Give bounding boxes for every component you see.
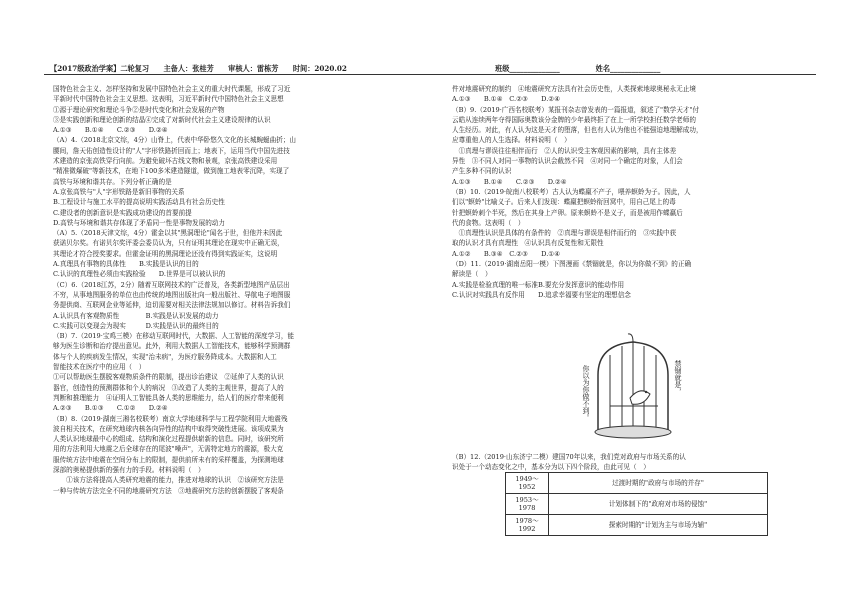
left-col-line: 一种与传统方法完全不同的地震研究方法 ③地震研究方法的创新摆脱了客观条 — [53, 486, 284, 495]
right-col-line: 产生多种不同的认识 — [452, 167, 512, 176]
header-rule — [44, 74, 816, 75]
left-col-line: 人类认识地球最中心的组成、结构和演化过程提供崭新的信息。同时，该研究所 — [53, 435, 284, 444]
right-col-line: （D）11.（2019·湖南岳阳一模）下图漫画《禁锢就是，你以为你做不到》的正确 — [452, 260, 692, 269]
cartoon-caption-1: 禁锢就是， — [674, 360, 682, 395]
right-col-line: 解读是（ ） — [452, 270, 492, 279]
left-col-line: "精准微爆破"等新技术，在地下100多米建造隧道，做到施工地表零沉降，实现了 — [53, 167, 290, 176]
right-col-line: （B）10.（2019·皖南八校联考）古人认为蝶羸不产子，喂养螟蛉为子。因此，人 — [452, 187, 691, 196]
left-col-line: B.工程设计与施工水平的提高说明实践活动具有社会历史性 — [53, 198, 225, 207]
left-col-line: （B）8.（2019·湖南三湘名校联考）南京大学地球科学与工程学院利用大地震残 — [53, 414, 288, 423]
table-desc-cell: 探索时期的"计划为主与市场为辅" — [549, 515, 768, 536]
right-col-line: 异性 ③不同人对同一事物的认识会截然不同 ④对同一个确定的对象，人们会 — [452, 157, 683, 166]
left-col-line: A.真理具有事物的具体性 B.实践是认识的目的 — [53, 260, 199, 269]
right-col-line: 取的认识才具有真理性 ④认识具有反复性和无限性 — [452, 239, 604, 248]
right-col-line: 应尊重他人的人生选择。材料说明（ ） — [452, 136, 571, 145]
right-col-line: A.①② B.③④ C.②③ D.①④ — [452, 249, 561, 258]
left-col-line: 判断和推理能力 ④证明人工智能具备人类的思维能力，给人们的医疗带来便利 — [53, 393, 284, 402]
left-col-line: （C）6.（2018江苏，2分）随着互联网技术的广泛普及，各类新型地图产品层出 — [53, 280, 290, 289]
table-years-cell: 1949～1952 — [506, 473, 549, 494]
left-col-line: 深部的奥秘提供新的强有力的手段。材料说明（ ） — [53, 465, 205, 474]
left-col-line: C.实践可以变现会为现实 D.实践是认识的最终目的 — [53, 321, 219, 330]
left-col-line: 服传统方法中地震在空间分布上的限制，提供前所未有的采样覆盖，为探测地球 — [53, 455, 284, 464]
right-col-line: 针把螟蛉刺个半死，然后在其身上产卵。原来螟蛉不是义子，而是被用作蝶羸后 — [452, 208, 683, 217]
right-col-line: 们以"螟蛉"比喻义子。后来人们发现：蝶羸把螟蛉衔回窝中，用自己尾上的毒 — [452, 198, 676, 207]
table-desc-cell: 过渡时期的"政府与市场的并存" — [549, 473, 768, 494]
left-col-line: 术建造的京张高铁穿行向前。为避免破坏古线文物和景观，京张高铁建设采用 — [53, 157, 278, 166]
header-left: 【2017级政治学案】二轮复习 主备人：张桂芳 审核人：雷栋芳 时间：2020.02 — [50, 64, 347, 73]
right-col-line: ①真理性认识是具体的有条件的 ②真理与谬误是相伴而行的 ③实践中获 — [452, 229, 677, 238]
right-col-bottom-line: 识处于一个动态变化之中，基本分为以下四个阶段，由此可见（ ） — [452, 463, 650, 472]
table-row — [506, 494, 768, 515]
right-column-bottom — [452, 452, 822, 473]
left-col-line: A.认识具有客观物质性 B.实践是认识发展的动力 — [53, 311, 219, 320]
left-col-line: 器官，创造性的预测群体和个人的病况 ③改造了人类的主观世界，提高了人的 — [53, 383, 284, 392]
table-desc-cell: 计划体制下的"政府对市场的侵蚀" — [549, 494, 768, 515]
stage-table — [505, 472, 768, 536]
left-column — [53, 84, 438, 496]
left-col-line: 智能技术在医疗中的应用（ ） — [53, 363, 146, 372]
left-col-line: （A）5.（2018天津文综，4分）霍金以其"黑洞理论"闻名于世，但他并未因此 — [53, 229, 283, 238]
table-row — [506, 473, 768, 494]
table-years-cell: 1953～1978 — [506, 494, 549, 515]
right-col-line: 代的食物。这表明（ ） — [452, 218, 525, 227]
left-col-line: C.认识的真理性必须由实践检验 D.世界是可以被认识的 — [53, 270, 226, 279]
cartoon-caption-2: 你以为你做不到。 — [582, 365, 590, 421]
left-col-line: ③是实践创新和理论创新的结晶④完成了对新时代社会主义建设规律的认识 — [53, 115, 271, 124]
right-col-line: A.实践是检验真理的唯一标准B.要充分发挥意识的能动作用 — [452, 280, 625, 289]
left-col-line: （A）4.（2018北京文综，4分）山脊上，代表中华卧悠久文化的长城蜿蜒曲折；山 — [53, 136, 297, 145]
left-col-line: ①源于理论研究和理论斗争②是时代变化和社会发展的产物 — [53, 105, 225, 114]
left-col-line: ①该方法将提高人类研究地震的能力，推进对地球的认识 ②该研究方法是 — [53, 476, 284, 485]
left-col-line: 波自相关技术，在研究地球内核各向异性的结构中取得突破性进展。该项成果为 — [53, 424, 284, 433]
right-col-bottom-line: （B）12.（2019·山东济宁二模）建国70年以来，我们党对政府与市场关系的认 — [452, 453, 686, 461]
left-col-line: 平新时代中国特色社会主义思想。这表明，习近平新时代中国特色社会主义思想 — [53, 95, 284, 104]
left-col-line: （B）7.（2019·宝鸡三模）在移动互联网时代，大数据、人工智能的深度学习，能 — [53, 332, 295, 341]
right-col-line: A.①③ B.①④ C.②③ D.②④ — [452, 95, 561, 104]
right-col-line: 件对地震研究的制约 ④地震研究方法具有社会历史性，人类探索地球奥秘永无止境 — [452, 85, 696, 93]
left-col-line: 够为医生诊断和治疗提出意见。此外，利用大数据人工智能技术，能够科学预测群 — [53, 342, 291, 351]
right-col-line: ①真理与谬误往往相伴而行 ②人的认识受主客观因素的影响，具有主体差 — [452, 146, 677, 155]
left-col-line: A.②③ B.①③ C.①② D.②④ — [53, 404, 168, 413]
left-col-line: 务提供商、互联网企业等延伸，迫切需要对相关法律法规加以修订。材料告诉我们 — [53, 301, 291, 310]
left-col-line: 国特色社会主义、怎样坚持和发展中国特色社会主义的重大时代课题，形成了习近 — [53, 85, 291, 93]
left-col-line: 获诺贝尔奖。有诺贝尔奖评委会委员认为，只有证明其理论在现实中正确无误， — [53, 239, 284, 248]
left-col-line: 其理论才符合授奖要求。但霍金证明的黑洞理论还没有得到实践证实，这说明 — [53, 249, 278, 258]
left-col-line: A.①③ B.①④ C.②③ D.②④ — [53, 126, 168, 135]
birdcage-cartoon — [578, 330, 688, 450]
right-col-line: 云皓从连续两年夺得国际奥数该分金牌的少年最终拒了在上一所学校担任数学老师的 — [452, 115, 696, 124]
left-col-line: A.京张高铁与"人"字形铁路是新旧事物的关系 — [53, 187, 185, 196]
left-col-line: D.高铁与环境和谐共存体现了矛盾同一性是事物发展的动力 — [53, 218, 225, 227]
left-col-line: C.建设者的创新意识是实践成功建设的首要前提 — [53, 208, 192, 217]
header-right: 班级______________ 姓名______________ — [495, 64, 661, 73]
left-col-line: 不穷，从事地图服务的单位也由传统的地图出版社向一般出版社、导航电子地图服 — [53, 290, 291, 299]
right-column — [452, 84, 822, 300]
left-col-line: 体与个人的疾病发生情况，实现"治未病"，为医疗服务降成本。大数据和人工 — [53, 352, 277, 361]
table-years-cell: 1978～1992 — [506, 515, 549, 536]
right-col-line: 人生经历。对此，有人认为这是天才的堕落，但也有人认为他也不能强迫地理解成功， — [452, 126, 703, 135]
right-col-line: C.认识对实践具有反作用 D.追求幸福要有坚定的理想信念 — [452, 290, 631, 299]
right-col-line: A.①③ B.①④ C.②③ D.②④ — [452, 177, 567, 186]
left-col-line: ①可以帮助医生摆脱客观物质条件的限制，提出诊治建议 ②延伸了人类的认识 — [53, 373, 284, 382]
right-col-line: （B）9.（2019·广西名校联考）某报刊杂志曾发表的一篇报道，叙述了"数学天才"付 — [452, 105, 700, 114]
left-col-line: 腰间，詹天佑创造性设计的"人"字形铁路折回而上；地表下，运用当代中国先进技 — [53, 146, 290, 155]
left-col-line: 用的方法利用大地震之后全球存在的尾波"噪声"，无需特定地方的震源，极大克 — [53, 445, 284, 454]
left-col-line: 高铁与环境和谐共存。下列分析正确的是 — [53, 177, 172, 186]
table-row — [506, 515, 768, 536]
